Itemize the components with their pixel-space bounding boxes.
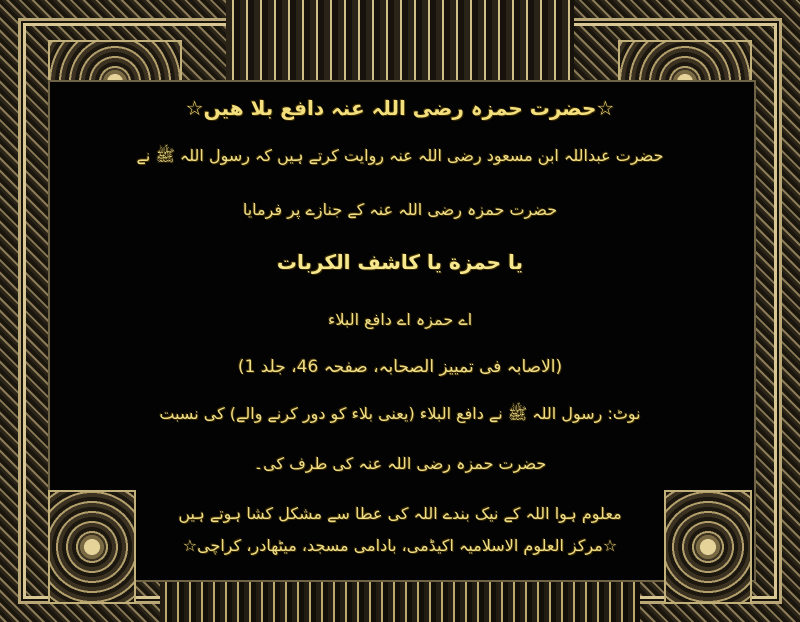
text-content	[64, 84, 736, 574]
page-title: ☆حضرت حمزہ رضی اللہ عنہ دافع بلا ھیں☆	[185, 96, 615, 120]
arabic-invocation: یا حمزة یا كاشف الكربات	[276, 250, 524, 274]
conclusion-line: معلوم ہوا اللہ کے نیک بندے اللہ کی عطا سے مشکل کشا ہوتے ہیں	[178, 504, 622, 523]
text-line-4: اے حمزہ اے دافع البلاء	[327, 310, 473, 329]
note-line-1: نوٹ: رسول اللہ ﷺ نے دافع البلاء (یعنی بلاء کو دور کرنے والے) کی نسبت	[159, 404, 641, 423]
text-line-2: حضرت حمزہ رضی اللہ عنہ کے جنازے پر فرمایا	[242, 200, 558, 219]
top-ornament	[226, 0, 574, 85]
footer-credit: ☆مرکز العلوم الاسلامیہ اکیڈمی، بادامی مسجد، میٹھادر، کراچی☆	[182, 536, 618, 555]
note-line-2: حضرت حمزہ رضی اللہ عنہ کی طرف کی۔	[253, 454, 547, 473]
reference-citation: (الاصابہ فی تمییز الصحابہ، صفحہ 46، جلد 1)	[237, 357, 563, 377]
text-line-1: حضرت عبداللہ ابن مسعود رضی اللہ عنہ روایت کرتے ہیں کہ رسول اللہ ﷺ نے	[136, 146, 664, 165]
